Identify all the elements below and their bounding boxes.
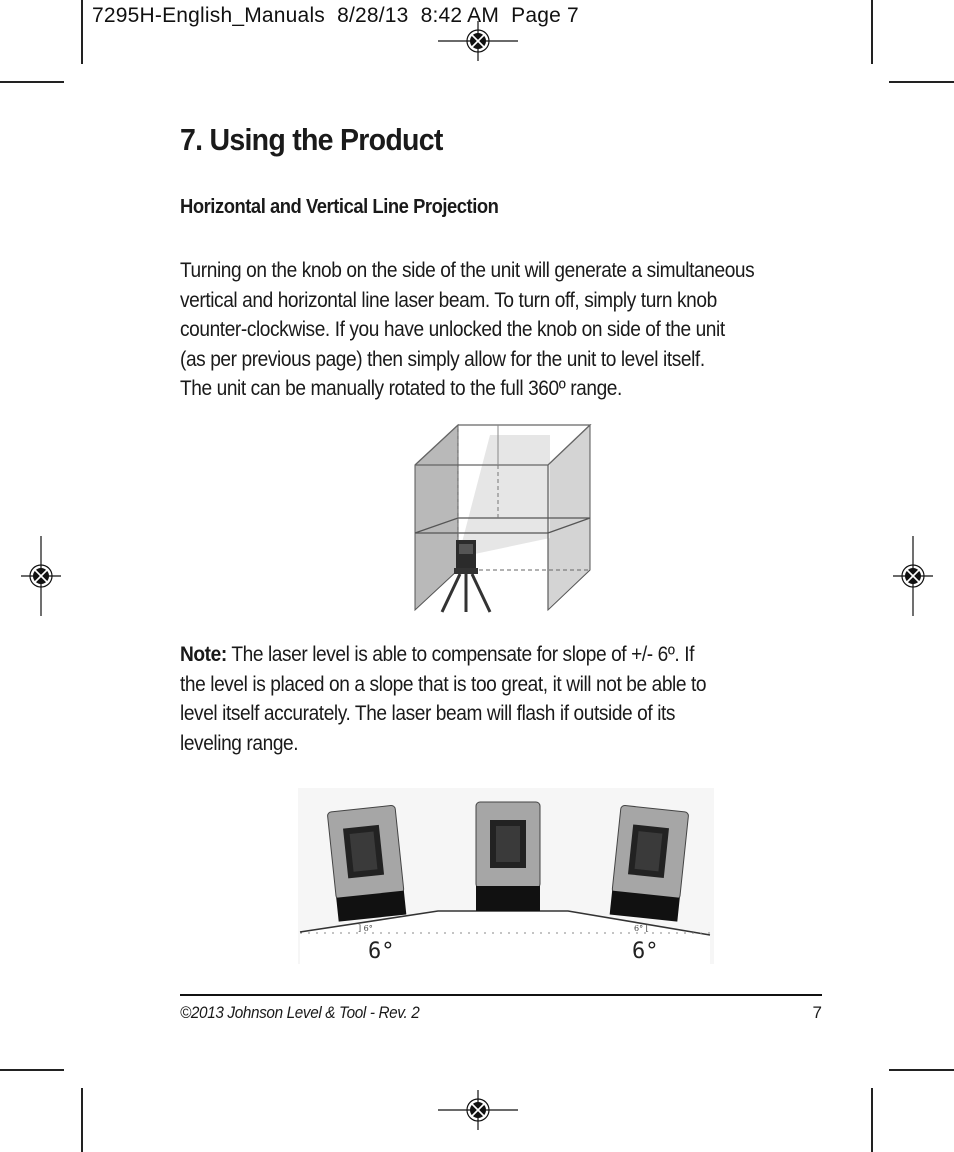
right-angle-label: 6°	[632, 939, 659, 964]
paragraph-line: The laser level is able to compensate for slope of +/- 6º. If	[226, 643, 695, 666]
footer-page-number: 7	[812, 1003, 822, 1022]
paragraph-line: The unit can be manually rotated to the full 360º range.	[180, 377, 622, 400]
crop-mark-bottom-right-horizontal	[889, 1069, 954, 1071]
slope-compensation-illustration	[298, 788, 714, 964]
crop-mark-top-left-vertical	[81, 0, 83, 64]
crop-mark-bottom-left-vertical	[81, 1088, 83, 1152]
paragraph-line: counter-clockwise. If you have unlocked the knob on side of the unit	[180, 318, 725, 341]
instructions-paragraph	[180, 256, 808, 404]
crop-mark-bottom-right-vertical	[871, 1088, 873, 1152]
section-title: 7. Using the Product	[180, 122, 443, 157]
paragraph-line: (as per previous page) then simply allow for the unit to level itself.	[180, 347, 705, 371]
registration-mark-bottom-icon	[438, 1090, 518, 1130]
section-subtitle: Horizontal and Vertical Line Projection	[180, 196, 499, 218]
right-small-angle-label: 6° [	[634, 924, 649, 933]
paragraph-line: Turning on the knob on the side of the unit will generate a simultaneous	[180, 259, 755, 282]
line-projection-illustration	[410, 420, 596, 615]
left-angle-label: 6°	[368, 939, 395, 964]
note-label: Note:	[180, 643, 227, 666]
paragraph-line: leveling range.	[180, 731, 299, 755]
crop-mark-bottom-left-horizontal	[0, 1069, 64, 1071]
print-slug-line: 7295H-English_Manuals 8/28/13 8:42 AM Page 7	[92, 4, 579, 27]
registration-mark-left-icon	[21, 536, 61, 616]
registration-mark-right-icon	[893, 536, 933, 616]
paragraph-line: the level is placed on a slope that is too great, it will not be able to	[180, 672, 707, 696]
paragraph-line: vertical and horizontal line laser beam. To turn off, simply turn knob	[180, 288, 717, 312]
footer-divider	[180, 994, 822, 996]
paragraph-line: level itself accurately. The laser beam will flash if outside of its	[180, 702, 676, 725]
crop-mark-top-left-horizontal	[0, 81, 64, 83]
note-paragraph	[180, 640, 808, 758]
footer-copyright: ©2013 Johnson Level & Tool - Rev. 2	[180, 1003, 420, 1022]
crop-mark-top-right-horizontal	[889, 81, 954, 83]
registration-mark-top-icon	[438, 21, 518, 61]
left-small-angle-label: ] 6°	[358, 924, 373, 933]
crop-mark-top-right-vertical	[871, 0, 873, 64]
